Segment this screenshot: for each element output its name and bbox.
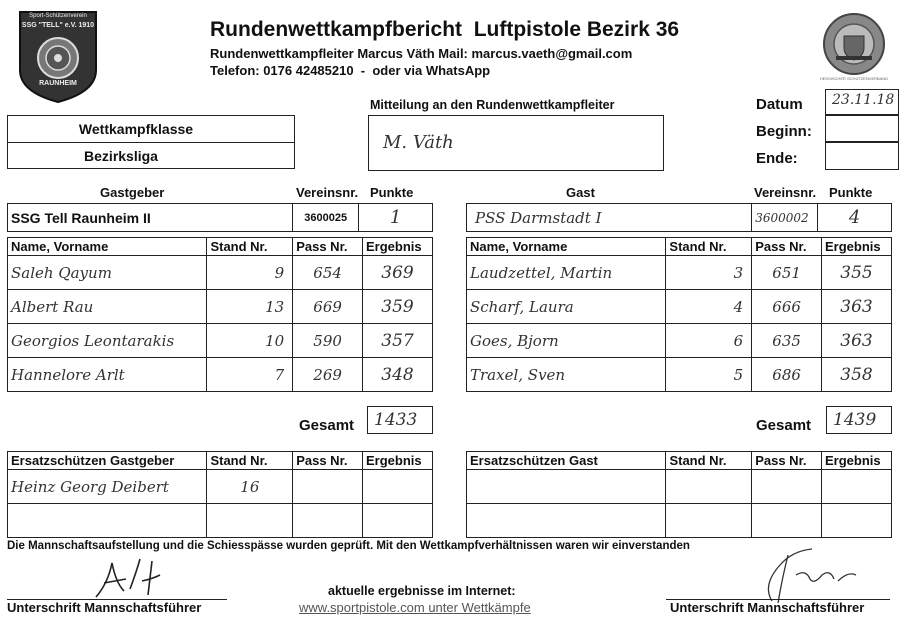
association-seal-icon — [822, 12, 886, 76]
ersatz-pass — [293, 504, 363, 538]
host-shooters-table — [7, 237, 433, 392]
header-phone-line: Telefon: 0176 42485210 - oder via WhatsApp — [210, 63, 491, 78]
shooter-name: Saleh Qayum — [8, 256, 207, 290]
shooter-ergebnis: 369 — [363, 256, 433, 290]
table-row — [467, 470, 892, 504]
table-row — [8, 358, 433, 392]
shooter-stand: 9 — [207, 256, 293, 290]
host-vereinsnr: 3600025 — [293, 204, 359, 232]
table-row — [467, 290, 892, 324]
class-label: Wettkampfklasse — [8, 116, 294, 143]
ende-field[interactable] — [825, 142, 899, 170]
shooter-name: Goes, Bjorn — [467, 324, 666, 358]
ersatz-guest-col-ergebnis: Ergebnis — [822, 452, 892, 470]
shooter-pass: 651 — [752, 256, 822, 290]
shooter-stand: 7 — [207, 358, 293, 392]
host-punkte-label: Punkte — [370, 185, 414, 200]
shooter-ergebnis: 363 — [822, 324, 892, 358]
mitteilung-box[interactable] — [368, 115, 664, 171]
logo-club-text: SSG "TELL" e.V. 1910 — [21, 22, 95, 29]
ersatz-stand — [666, 504, 752, 538]
right-signature-label: Unterschrift Mannschaftsführer — [670, 600, 865, 615]
shooter-name: Traxel, Sven — [467, 358, 666, 392]
class-value: Bezirksliga — [84, 148, 158, 164]
datum-label: Datum — [756, 96, 803, 113]
ersatz-stand — [207, 504, 293, 538]
shooter-pass: 686 — [752, 358, 822, 392]
shooter-stand: 10 — [207, 324, 293, 358]
shooter-stand: 4 — [666, 290, 752, 324]
ende-label: Ende: — [756, 150, 798, 167]
ersatz-name: Heinz Georg Deibert — [8, 470, 207, 504]
host-vereinsnr-label: Vereinsnr. — [296, 185, 359, 200]
host-team-name: SSG Tell Raunheim II — [8, 204, 293, 232]
guest-vereinsnr-label: Vereinsnr. — [754, 185, 817, 200]
shooter-name: Georgios Leontarakis — [8, 324, 207, 358]
table-row — [8, 470, 433, 504]
table-row — [467, 324, 892, 358]
ersatz-name — [8, 504, 207, 538]
ersatz-host-table — [7, 451, 433, 538]
mitteilung-label: Mitteilung an den Rundenwettkampfleiter — [370, 98, 615, 112]
shooter-ergebnis: 359 — [363, 290, 433, 324]
table-row — [8, 324, 433, 358]
mitteilung-value: M. Väth — [383, 132, 454, 153]
guest-team-name: PSS Darmstadt I — [467, 204, 752, 232]
shooter-pass: 669 — [293, 290, 363, 324]
host-punkte: 1 — [359, 204, 433, 232]
host-section-label: Gastgeber — [100, 185, 165, 200]
table-row — [8, 504, 433, 538]
ersatz-pass — [293, 470, 363, 504]
ersatz-ergebnis — [822, 504, 892, 538]
datum-value: 23.11.18 — [832, 92, 895, 108]
shooter-name: Scharf, Laura — [467, 290, 666, 324]
shooter-ergebnis: 348 — [363, 358, 433, 392]
shooter-ergebnis: 357 — [363, 324, 433, 358]
guest-col-ergebnis: Ergebnis — [822, 238, 892, 256]
page-title: Rundenwettkampfbericht Luftpistole Bezirk 36 — [210, 18, 680, 41]
table-row — [467, 256, 892, 290]
shooter-pass: 666 — [752, 290, 822, 324]
guest-col-name: Name, Vorname — [467, 238, 666, 256]
ersatz-stand — [666, 470, 752, 504]
shooter-stand: 6 — [666, 324, 752, 358]
table-row — [8, 290, 433, 324]
ersatz-ergebnis — [363, 504, 433, 538]
shooter-stand: 3 — [666, 256, 752, 290]
ersatz-name — [467, 470, 666, 504]
shooter-ergebnis: 363 — [822, 290, 892, 324]
internet-link[interactable]: www.sportpistole.com unter Wettkämpfe — [299, 600, 531, 615]
table-row — [467, 504, 892, 538]
left-signature-label: Unterschrift Mannschaftsführer — [7, 600, 202, 615]
ersatz-guest-col-pass: Pass Nr. — [752, 452, 822, 470]
ersatz-ergebnis — [363, 470, 433, 504]
table-row — [467, 358, 892, 392]
table-row — [8, 256, 433, 290]
guest-team-table — [466, 203, 892, 232]
ersatz-guest-col-stand: Stand Nr. — [666, 452, 752, 470]
logo-city-text: RAUNHEIM — [39, 80, 77, 87]
datum-field[interactable] — [825, 89, 899, 115]
host-col-stand: Stand Nr. — [207, 238, 293, 256]
shooter-stand: 13 — [207, 290, 293, 324]
shooter-name: Laudzettel, Martin — [467, 256, 666, 290]
shooter-pass: 269 — [293, 358, 363, 392]
shooter-pass: 654 — [293, 256, 363, 290]
host-col-pass: Pass Nr. — [293, 238, 363, 256]
host-gesamt-label: Gesamt — [299, 417, 355, 434]
host-col-name: Name, Vorname — [8, 238, 207, 256]
left-signature — [90, 553, 180, 601]
ersatz-host-col-name: Ersatzschützen Gastgeber — [8, 452, 207, 470]
shooter-name: Hannelore Arlt — [8, 358, 207, 392]
beginn-field[interactable] — [825, 115, 899, 142]
guest-gesamt-label: Gesamt — [756, 417, 812, 434]
right-signature — [752, 545, 862, 605]
host-team-table — [7, 203, 433, 232]
ersatz-ergebnis — [822, 470, 892, 504]
guest-gesamt-field — [826, 406, 892, 434]
guest-vereinsnr: 3600002 — [752, 204, 818, 232]
statement-text: Die Mannschaftsaufstellung und die Schiesspässe wurden geprüft. Mit den Wettkampfverhältnissen waren wir einverstanden — [7, 540, 690, 552]
ersatz-pass — [752, 504, 822, 538]
shooter-ergebnis: 355 — [822, 256, 892, 290]
shooter-pass: 590 — [293, 324, 363, 358]
ersatz-host-col-ergebnis: Ergebnis — [363, 452, 433, 470]
seal-text: HESSISCHER SCHÜTZENVERBAND — [819, 76, 889, 81]
ersatz-host-col-pass: Pass Nr. — [293, 452, 363, 470]
guest-shooters-table — [466, 237, 892, 392]
guest-col-pass: Pass Nr. — [752, 238, 822, 256]
ersatz-host-col-stand: Stand Nr. — [207, 452, 293, 470]
shooter-pass: 635 — [752, 324, 822, 358]
ersatz-name — [467, 504, 666, 538]
ersatz-guest-table — [466, 451, 892, 538]
host-gesamt-value: 1433 — [374, 410, 418, 430]
ersatz-pass — [752, 470, 822, 504]
guest-punkte-label: Punkte — [829, 185, 873, 200]
ersatz-guest-col-name: Ersatzschützen Gast — [467, 452, 666, 470]
ersatz-stand: 16 — [207, 470, 293, 504]
shooter-ergebnis: 358 — [822, 358, 892, 392]
header-contact-line: Rundenwettkampfleiter Marcus Väth Mail: marcus.vaeth@gmail.com — [210, 46, 633, 61]
host-col-ergebnis: Ergebnis — [363, 238, 433, 256]
shooter-stand: 5 — [666, 358, 752, 392]
class-box — [7, 115, 295, 169]
guest-col-stand: Stand Nr. — [666, 238, 752, 256]
guest-section-label: Gast — [566, 185, 595, 200]
host-gesamt-field — [367, 406, 433, 434]
beginn-label: Beginn: — [756, 123, 812, 140]
shooter-name: Albert Rau — [8, 290, 207, 324]
logo-top-text: Sport-Schützenverein — [29, 13, 87, 19]
guest-gesamt-value: 1439 — [833, 410, 877, 430]
guest-punkte: 4 — [818, 204, 892, 232]
internet-label: aktuelle ergebnisse im Internet: — [328, 584, 516, 598]
